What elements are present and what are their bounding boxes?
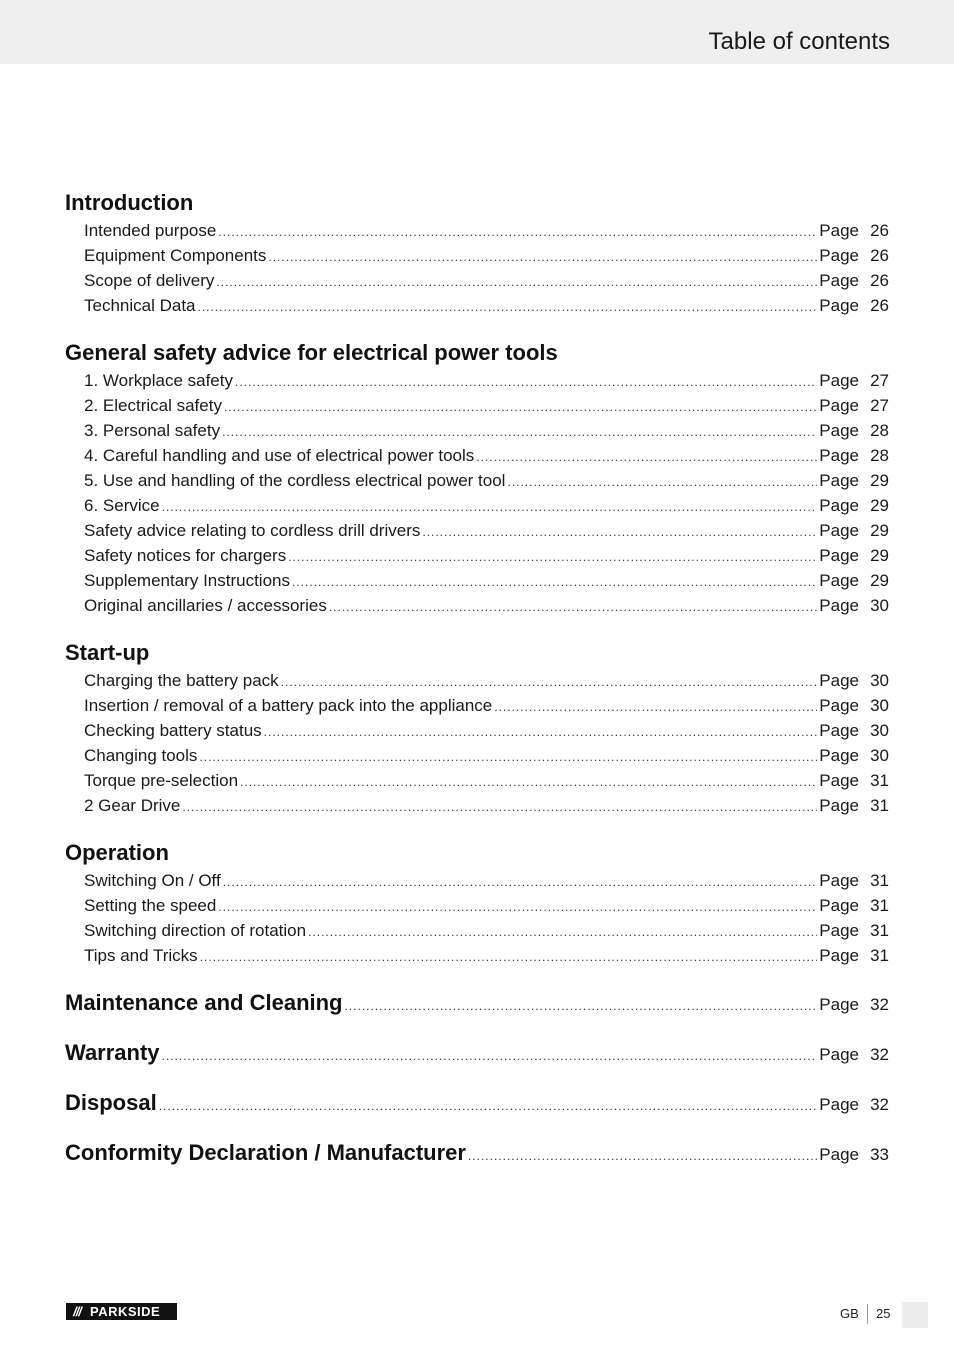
toc-entry[interactable] <box>65 418 889 443</box>
logo-stripes-icon: /// <box>73 1304 81 1319</box>
toc-entry[interactable] <box>65 568 889 593</box>
page-word: Page <box>819 296 859 315</box>
toc-entry[interactable] <box>65 543 889 568</box>
toc-entry[interactable] <box>65 518 889 543</box>
section-heading: Start-up <box>65 640 150 665</box>
entry-page-number: 28 <box>870 421 889 440</box>
entry-page-number: 31 <box>870 771 889 790</box>
entry-page-number: 30 <box>870 746 889 765</box>
dot-leader <box>224 395 817 420</box>
page-word: Page <box>819 1045 859 1064</box>
dot-leader <box>223 870 818 895</box>
page-word: Page <box>819 246 859 265</box>
page-word: Page <box>819 1095 859 1114</box>
toc-entry[interactable] <box>65 943 889 968</box>
toc-entry[interactable] <box>65 893 889 918</box>
entry-label: Technical Data <box>84 296 196 315</box>
entry-label: Intended purpose <box>84 221 217 240</box>
toc-section-introduction <box>65 188 889 318</box>
footer-tab-marker <box>902 1302 928 1328</box>
entry-page-number: 29 <box>870 521 889 540</box>
section-heading: Maintenance and Cleaning <box>65 990 343 1015</box>
toc-entry[interactable] <box>65 443 889 468</box>
section-heading: Disposal <box>65 1090 157 1115</box>
entry-page-number: 26 <box>870 221 889 240</box>
page-number: 25 <box>876 1306 891 1321</box>
dot-leader <box>308 920 817 945</box>
entry-label: Equipment Components <box>84 246 267 265</box>
toc-top-entry[interactable] <box>65 988 889 1018</box>
entry-label: 5. Use and handling of the cordless electrical power tool <box>84 471 506 490</box>
entry-page-number: 31 <box>870 796 889 815</box>
toc-entry[interactable] <box>65 718 889 743</box>
page-word: Page <box>819 995 859 1014</box>
entry-page-number: 29 <box>870 471 889 490</box>
parkside-logo <box>66 1303 177 1320</box>
entry-label: Scope of delivery <box>84 271 215 290</box>
page-word: Page <box>819 746 859 765</box>
dot-leader <box>268 245 817 270</box>
entry-page-number: 31 <box>870 871 889 890</box>
dot-leader <box>200 945 818 970</box>
dot-leader <box>476 445 817 470</box>
entry-label: Tips and Tricks <box>84 946 198 965</box>
entry-page-number: 30 <box>870 671 889 690</box>
page-word: Page <box>819 946 859 965</box>
section-heading: Conformity Declaration / Manufacturer <box>65 1140 466 1165</box>
entry-page-number: 31 <box>870 921 889 940</box>
toc-entry[interactable] <box>65 668 889 693</box>
toc-entry[interactable] <box>65 493 889 518</box>
entry-page-number: 29 <box>870 546 889 565</box>
dot-leader <box>218 895 817 920</box>
page-word: Page <box>819 571 859 590</box>
section-heading: General safety advice for electrical power tools <box>65 340 558 365</box>
toc-top-entry[interactable] <box>65 1088 889 1118</box>
page-word: Page <box>819 896 859 915</box>
section-heading: Operation <box>65 840 169 865</box>
toc-entry[interactable] <box>65 793 889 818</box>
page-word: Page <box>819 421 859 440</box>
dot-leader <box>198 295 818 320</box>
entry-page-number: 28 <box>870 446 889 465</box>
entry-label: Torque pre-selection <box>84 771 239 790</box>
footer-divider <box>867 1304 868 1324</box>
language-code: GB <box>840 1306 859 1321</box>
page-word: Page <box>819 271 859 290</box>
entry-page-number: 30 <box>870 696 889 715</box>
dot-leader <box>507 470 817 495</box>
table-of-contents <box>65 188 889 1168</box>
toc-section-general-safety <box>65 338 889 618</box>
entry-label: Safety notices for chargers <box>84 546 287 565</box>
page-word: Page <box>819 771 859 790</box>
entry-page-number: 27 <box>870 396 889 415</box>
entry-page-number: 32 <box>870 1045 889 1064</box>
entry-label: Supplementary Instructions <box>84 571 290 590</box>
entry-page-number: 30 <box>870 596 889 615</box>
dot-leader <box>494 695 817 720</box>
dot-leader <box>162 1041 818 1071</box>
toc-entry[interactable] <box>65 243 889 268</box>
dot-leader <box>159 1091 818 1121</box>
toc-entry[interactable] <box>65 268 889 293</box>
toc-top-entry[interactable] <box>65 1038 889 1068</box>
entry-label: 2. Electrical safety <box>84 396 222 415</box>
entry-label: Setting the speed <box>84 896 217 915</box>
page-word: Page <box>819 1145 859 1164</box>
entry-page-number: 29 <box>870 571 889 590</box>
toc-top-entry[interactable] <box>65 1138 889 1168</box>
page-word: Page <box>819 446 859 465</box>
entry-label: Safety advice relating to cordless drill drivers <box>84 521 421 540</box>
dot-leader <box>222 420 817 445</box>
dot-leader <box>264 720 818 745</box>
toc-entry[interactable] <box>65 468 889 493</box>
page-word: Page <box>819 871 859 890</box>
toc-entry[interactable] <box>65 693 889 718</box>
section-heading: Introduction <box>65 190 194 215</box>
entry-page-number: 33 <box>870 1145 889 1164</box>
dot-leader <box>216 270 817 295</box>
entry-label: 1. Workplace safety <box>84 371 233 390</box>
page-word: Page <box>819 521 859 540</box>
toc-section-operation <box>65 838 889 968</box>
toc-entry[interactable] <box>65 768 889 793</box>
entry-page-number: 31 <box>870 896 889 915</box>
dot-leader <box>240 770 817 795</box>
page-word: Page <box>819 921 859 940</box>
entry-label: Checking battery status <box>84 721 262 740</box>
entry-label: 3. Personal safety <box>84 421 221 440</box>
page-word: Page <box>819 596 859 615</box>
entry-label: Switching On / Off <box>84 871 221 890</box>
entry-page-number: 32 <box>870 995 889 1014</box>
entry-page-number: 31 <box>870 946 889 965</box>
dot-leader <box>422 520 817 545</box>
page-word: Page <box>819 371 859 390</box>
toc-entry[interactable] <box>65 393 889 418</box>
entry-label: Changing tools <box>84 746 198 765</box>
dot-leader <box>292 570 817 595</box>
dot-leader <box>199 745 817 770</box>
toc-entry[interactable] <box>65 593 889 618</box>
entry-page-number: 32 <box>870 1095 889 1114</box>
page-word: Page <box>819 721 859 740</box>
dot-leader <box>162 495 818 520</box>
entry-page-number: 26 <box>870 271 889 290</box>
toc-entry[interactable] <box>65 743 889 768</box>
page-word: Page <box>819 696 859 715</box>
toc-entry[interactable] <box>65 918 889 943</box>
dot-leader <box>182 795 817 820</box>
toc-section-start-up <box>65 638 889 818</box>
page-word: Page <box>819 396 859 415</box>
dot-leader <box>345 991 818 1021</box>
page-word: Page <box>819 471 859 490</box>
page-word: Page <box>819 496 859 515</box>
page-word: Page <box>819 796 859 815</box>
entry-label: Switching direction of rotation <box>84 921 307 940</box>
dot-leader <box>235 370 817 395</box>
brand-name: PARKSIDE <box>90 1304 161 1319</box>
section-heading: Warranty <box>65 1040 160 1065</box>
dot-leader <box>329 595 817 620</box>
entry-label: 2 Gear Drive <box>84 796 181 815</box>
dot-leader <box>281 670 818 695</box>
entry-page-number: 26 <box>870 296 889 315</box>
page-title: Table of contents <box>708 28 890 55</box>
entry-page-number: 26 <box>870 246 889 265</box>
page-word: Page <box>819 221 859 240</box>
entry-label: 4. Careful handling and use of electrical power tools <box>84 446 475 465</box>
entry-page-number: 30 <box>870 721 889 740</box>
toc-entry[interactable] <box>65 868 889 893</box>
page-word: Page <box>819 671 859 690</box>
entry-label: Insertion / removal of a battery pack into the appliance <box>84 696 493 715</box>
toc-entry[interactable] <box>65 293 889 318</box>
dot-leader <box>288 545 817 570</box>
toc-entry[interactable] <box>65 368 889 393</box>
entry-label: 6. Service <box>84 496 160 515</box>
entry-label: Charging the battery pack <box>84 671 279 690</box>
entry-page-number: 29 <box>870 496 889 515</box>
entry-label: Original ancillaries / accessories <box>84 596 327 615</box>
dot-leader <box>218 220 817 245</box>
dot-leader <box>468 1141 817 1171</box>
page-word: Page <box>819 546 859 565</box>
toc-entry[interactable] <box>65 218 889 243</box>
entry-page-number: 27 <box>870 371 889 390</box>
